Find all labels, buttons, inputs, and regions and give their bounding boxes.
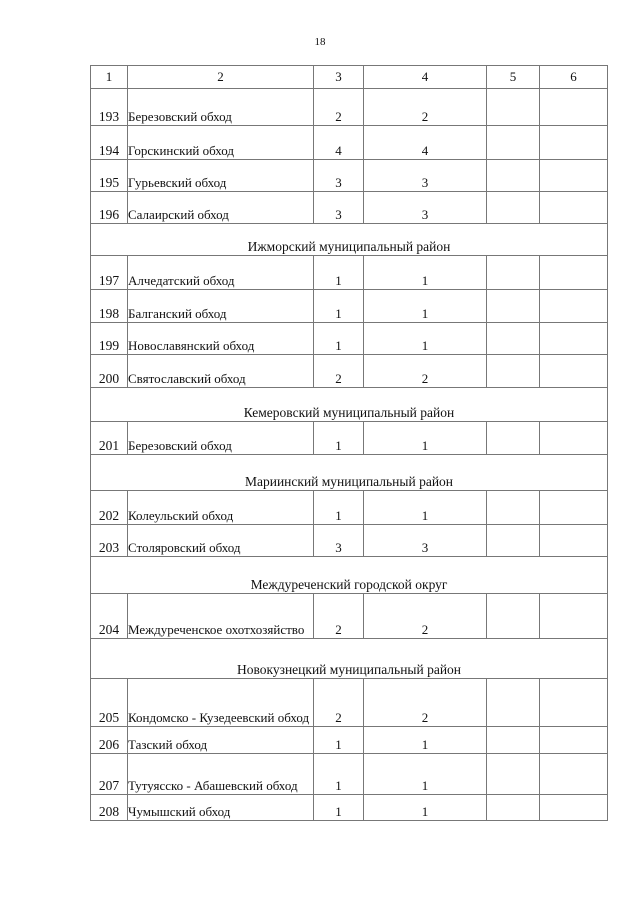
section-header-row xyxy=(91,388,608,422)
row-number-cell: 195 xyxy=(91,160,128,192)
name-cell: Горскинский обход xyxy=(128,126,314,160)
section-header-row xyxy=(91,224,608,256)
header-row xyxy=(91,66,608,89)
table-row xyxy=(91,491,608,525)
row-number-cell: 198 xyxy=(91,290,128,323)
value-cell-4: 3 xyxy=(364,192,487,224)
value-cell-6 xyxy=(540,160,608,192)
value-cell-6 xyxy=(540,290,608,323)
value-cell-3: 1 xyxy=(314,290,364,323)
row-number-cell: 206 xyxy=(91,727,128,754)
value-cell-5 xyxy=(487,192,540,224)
row-number-cell: 208 xyxy=(91,795,128,821)
column-header: 2 xyxy=(128,66,314,89)
value-cell-3: 1 xyxy=(314,422,364,455)
row-number-cell: 203 xyxy=(91,525,128,557)
table-row xyxy=(91,754,608,795)
value-cell-6 xyxy=(540,754,608,795)
district-table xyxy=(90,65,608,821)
value-cell-6 xyxy=(540,727,608,754)
name-cell: Новославянский обход xyxy=(128,323,314,355)
value-cell-6 xyxy=(540,525,608,557)
value-cell-5 xyxy=(487,491,540,525)
name-cell: Тазский обход xyxy=(128,727,314,754)
value-cell-3: 2 xyxy=(314,355,364,388)
row-number-cell: 194 xyxy=(91,126,128,160)
table-row xyxy=(91,795,608,821)
row-number-cell: 204 xyxy=(91,594,128,639)
value-cell-4: 3 xyxy=(364,160,487,192)
value-cell-4: 3 xyxy=(364,525,487,557)
value-cell-5 xyxy=(487,290,540,323)
name-cell: Столяровский обход xyxy=(128,525,314,557)
value-cell-5 xyxy=(487,126,540,160)
value-cell-4: 1 xyxy=(364,422,487,455)
column-header: 5 xyxy=(487,66,540,89)
column-header: 6 xyxy=(540,66,608,89)
value-cell-6 xyxy=(540,594,608,639)
row-number-cell: 200 xyxy=(91,355,128,388)
value-cell-4: 2 xyxy=(364,355,487,388)
value-cell-6 xyxy=(540,323,608,355)
table-body xyxy=(91,66,608,821)
value-cell-4: 4 xyxy=(364,126,487,160)
value-cell-3: 4 xyxy=(314,126,364,160)
value-cell-4: 1 xyxy=(364,727,487,754)
value-cell-5 xyxy=(487,594,540,639)
name-cell: Березовский обход xyxy=(128,422,314,455)
table-row xyxy=(91,594,608,639)
value-cell-6 xyxy=(540,89,608,126)
table-row xyxy=(91,323,608,355)
table-row xyxy=(91,727,608,754)
name-cell: Святославский обход xyxy=(128,355,314,388)
value-cell-5 xyxy=(487,525,540,557)
row-number-cell: 197 xyxy=(91,256,128,290)
table-row xyxy=(91,160,608,192)
table-row xyxy=(91,290,608,323)
name-cell: Березовский обход xyxy=(128,89,314,126)
value-cell-3: 2 xyxy=(314,89,364,126)
value-cell-4: 1 xyxy=(364,491,487,525)
value-cell-6 xyxy=(540,192,608,224)
value-cell-5 xyxy=(487,422,540,455)
section-title: Междуреченский городской округ xyxy=(91,557,608,594)
value-cell-3: 3 xyxy=(314,192,364,224)
row-number-cell: 205 xyxy=(91,679,128,727)
name-cell: Тутуясско - Абашевский обход xyxy=(128,754,314,795)
section-title: Кемеровский муниципальный район xyxy=(91,388,608,422)
section-header-row xyxy=(91,455,608,491)
row-number-cell: 193 xyxy=(91,89,128,126)
table-row xyxy=(91,256,608,290)
value-cell-3: 1 xyxy=(314,491,364,525)
section-title: Новокузнецкий муниципальный район xyxy=(91,639,608,679)
value-cell-4: 2 xyxy=(364,679,487,727)
value-cell-3: 1 xyxy=(314,256,364,290)
section-header-row xyxy=(91,639,608,679)
value-cell-6 xyxy=(540,422,608,455)
value-cell-6 xyxy=(540,795,608,821)
value-cell-5 xyxy=(487,754,540,795)
name-cell: Гурьевский обход xyxy=(128,160,314,192)
name-cell: Алчедатский обход xyxy=(128,256,314,290)
name-cell: Балганский обход xyxy=(128,290,314,323)
value-cell-3: 1 xyxy=(314,727,364,754)
name-cell: Чумышский обход xyxy=(128,795,314,821)
row-number-cell: 202 xyxy=(91,491,128,525)
value-cell-6 xyxy=(540,491,608,525)
value-cell-3: 2 xyxy=(314,679,364,727)
column-header: 1 xyxy=(91,66,128,89)
value-cell-4: 2 xyxy=(364,594,487,639)
value-cell-3: 2 xyxy=(314,594,364,639)
name-cell: Колеульский обход xyxy=(128,491,314,525)
value-cell-5 xyxy=(487,160,540,192)
value-cell-5 xyxy=(487,89,540,126)
value-cell-5 xyxy=(487,355,540,388)
value-cell-5 xyxy=(487,256,540,290)
name-cell: Салаирский обход xyxy=(128,192,314,224)
value-cell-4: 1 xyxy=(364,795,487,821)
name-cell: Кондомско - Кузедеевский обход xyxy=(128,679,314,727)
value-cell-3: 1 xyxy=(314,795,364,821)
table-row xyxy=(91,192,608,224)
column-header: 3 xyxy=(314,66,364,89)
value-cell-6 xyxy=(540,355,608,388)
value-cell-4: 1 xyxy=(364,323,487,355)
value-cell-3: 3 xyxy=(314,160,364,192)
name-cell: Междуреченское охотхозяйство xyxy=(128,594,314,639)
value-cell-6 xyxy=(540,126,608,160)
table-row xyxy=(91,355,608,388)
page-number: 18 xyxy=(314,36,326,48)
value-cell-5 xyxy=(487,679,540,727)
table-row xyxy=(91,126,608,160)
value-cell-6 xyxy=(540,679,608,727)
value-cell-5 xyxy=(487,323,540,355)
section-header-row xyxy=(91,557,608,594)
table-row xyxy=(91,422,608,455)
value-cell-5 xyxy=(487,727,540,754)
section-title: Мариинский муниципальный район xyxy=(91,455,608,491)
row-number-cell: 196 xyxy=(91,192,128,224)
table-row xyxy=(91,679,608,727)
value-cell-6 xyxy=(540,256,608,290)
value-cell-4: 1 xyxy=(364,754,487,795)
value-cell-3: 3 xyxy=(314,525,364,557)
value-cell-4: 1 xyxy=(364,256,487,290)
column-header: 4 xyxy=(364,66,487,89)
value-cell-4: 1 xyxy=(364,290,487,323)
value-cell-3: 1 xyxy=(314,754,364,795)
row-number-cell: 201 xyxy=(91,422,128,455)
section-title: Ижморский муниципальный район xyxy=(91,224,608,256)
row-number-cell: 207 xyxy=(91,754,128,795)
value-cell-5 xyxy=(487,795,540,821)
value-cell-4: 2 xyxy=(364,89,487,126)
value-cell-3: 1 xyxy=(314,323,364,355)
row-number-cell: 199 xyxy=(91,323,128,355)
table-row xyxy=(91,89,608,126)
table-row xyxy=(91,525,608,557)
